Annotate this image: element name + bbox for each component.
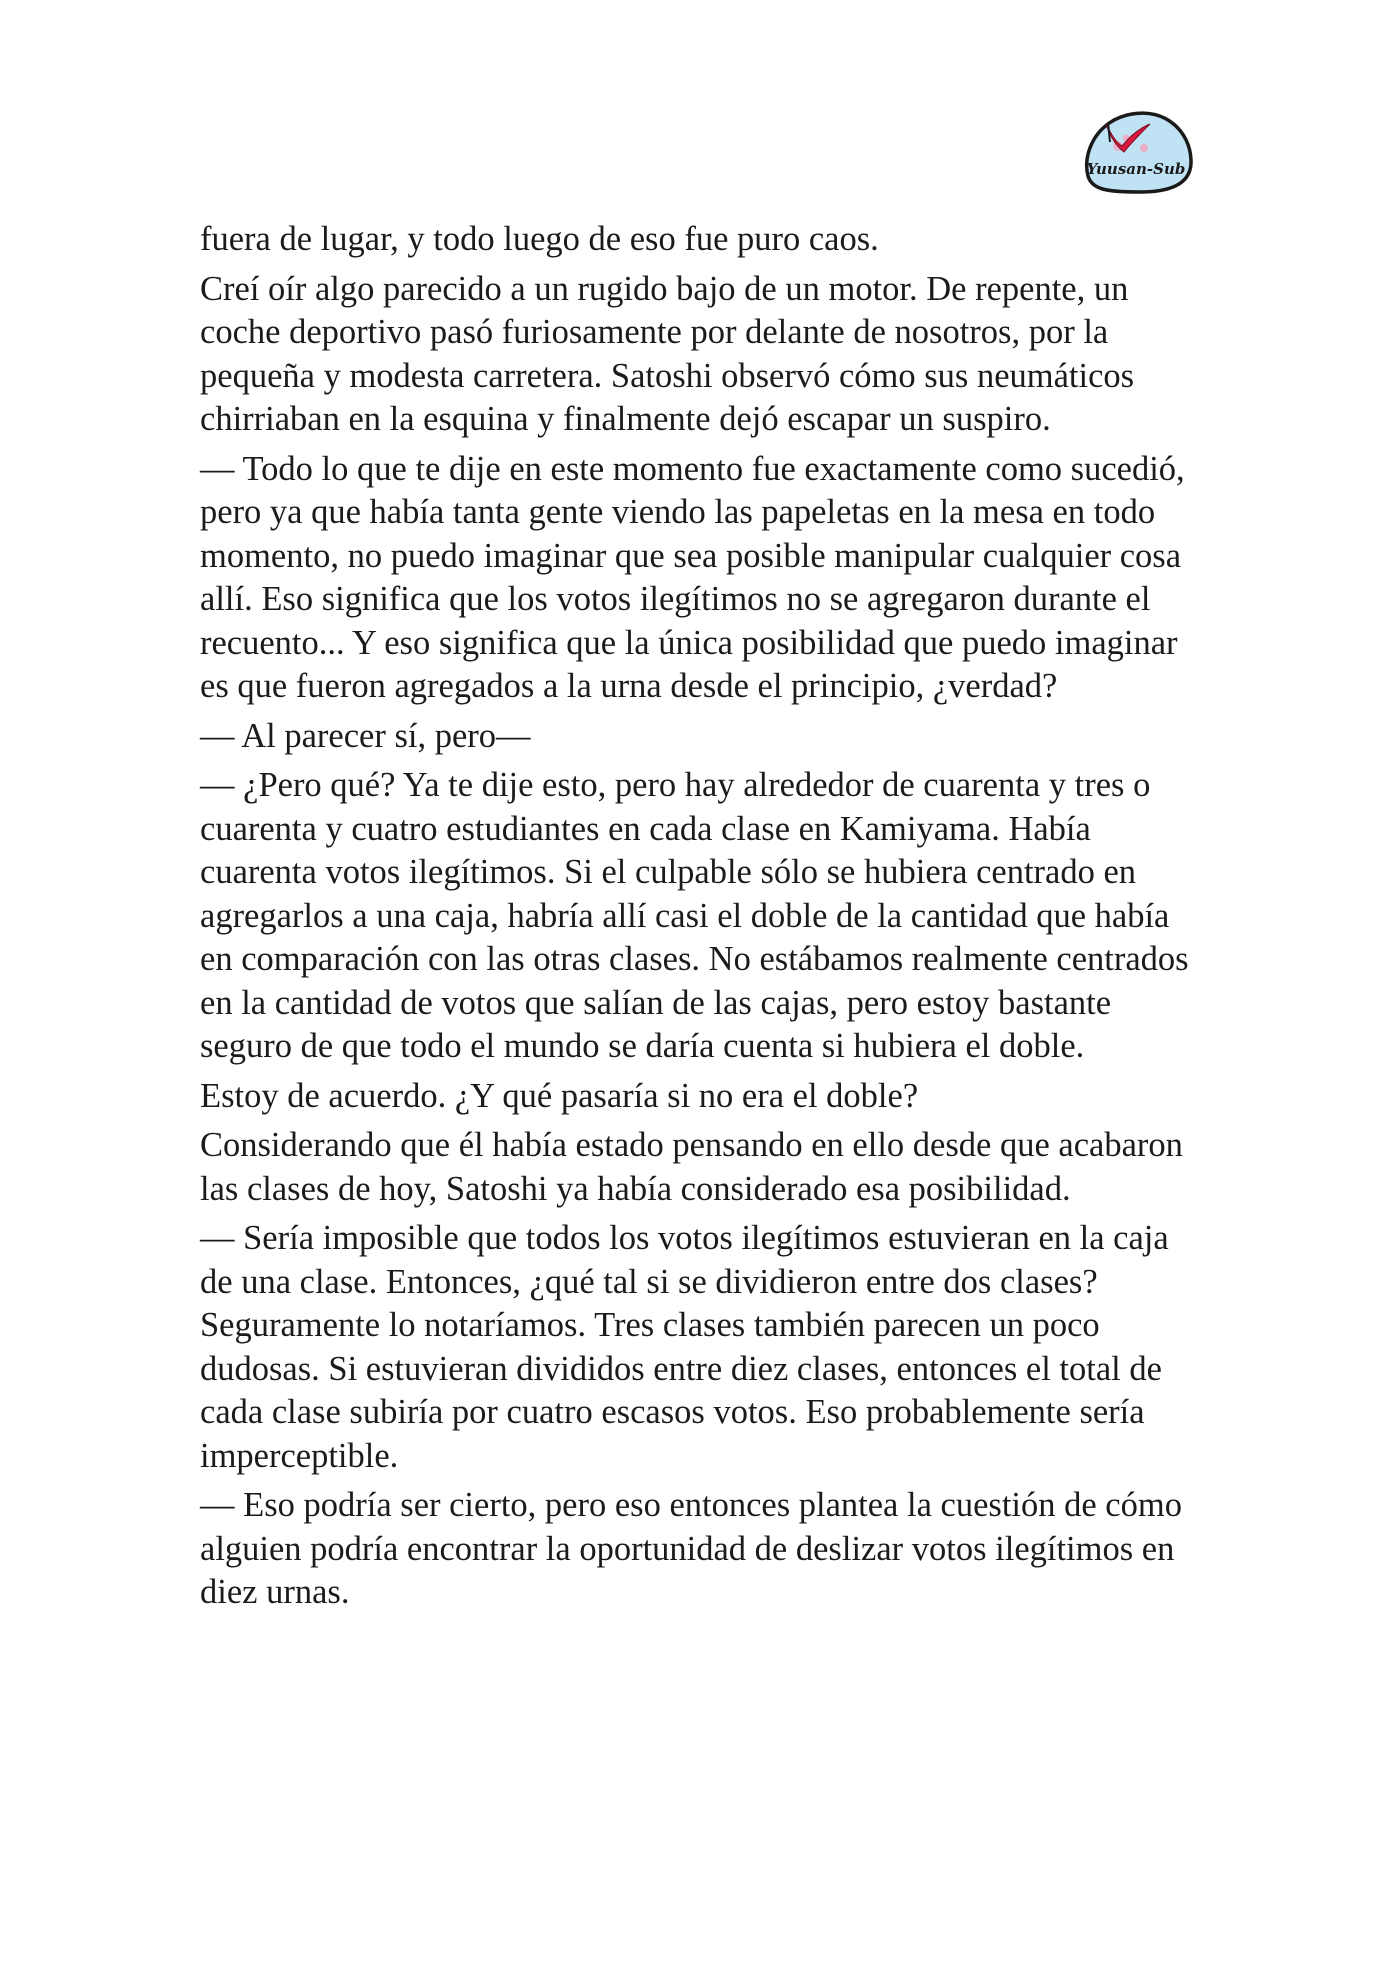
paragraph: — Al parecer sí, pero— <box>200 716 531 755</box>
yuusan-sub-logo <box>1078 106 1196 198</box>
document-text-body <box>200 218 1200 1621</box>
paragraph: — Eso podría ser cierto, pero eso entonces plantea la cuestión de cómo alguien podría encontrar la oportunidad de deslizar votos ilegítimos en diez urnas. <box>200 1486 1182 1611</box>
logo-text: Yuusan-Sub <box>1086 160 1186 178</box>
logo-badge-icon <box>1078 106 1196 198</box>
paragraph: Considerando que él había estado pensando en ello desde que acabaron las clases de hoy, Satoshi ya había considerado esa posibilidad. <box>200 1126 1183 1208</box>
paragraph: fuera de lugar, y todo luego de eso fue puro caos. <box>200 220 879 258</box>
paragraph: — ¿Pero qué? Ya te dije esto, pero hay alrededor de cuarenta y tres o cuarenta y cuatro estudiantes en cada clase en Kamiyama. Había cuarenta votos ilegítimos. Si el culpable sólo se hubiera centrado en agregarlos a una caja, habría allí casi el doble de la cantidad que había en comparación con las otras clases. No estábamos realmente centrados en la cantidad de votos que salían de las cajas, pero estoy bastante seguro de que todo el mundo se daría cuenta si hubiera el doble. <box>200 766 1189 1065</box>
paragraph: — Sería imposible que todos los votos ilegítimos estuvieran en la caja de una clase. Entonces, ¿qué tal si se dividieron entre dos clases? Seguramente lo notaríamos. Tres clases también parecen un poco dudosas. Si estuvieran divididos entre diez clases, entonces el total de cada clase subiría por cuatro escasos votos. Eso probablemente sería imperceptible. <box>200 1219 1169 1475</box>
paragraph: Estoy de acuerdo. ¿Y qué pasaría si no era el doble? <box>200 1076 919 1115</box>
paragraph: — Todo lo que te dije en este momento fue exactamente como sucedió, pero ya que había tanta gente viendo las papeletas en la mesa en todo momento, no puedo imaginar que sea posible manipular cualquier cosa allí. Eso significa que los votos ilegítimos no se agregaron durante el recuento... Y eso significa que la única posibilidad que puedo imaginar es que fueron agregados a la urna desde el principio, ¿verdad? <box>200 449 1185 705</box>
paragraph: Creí oír algo parecido a un rugido bajo de un motor. De repente, un coche deportivo pasó furiosamente por delante de nosotros, por la pequeña y modesta carretera. Satoshi observó cómo sus neumáticos chirriaban en la esquina y finalmente dejó escapar un suspiro. <box>200 269 1135 438</box>
